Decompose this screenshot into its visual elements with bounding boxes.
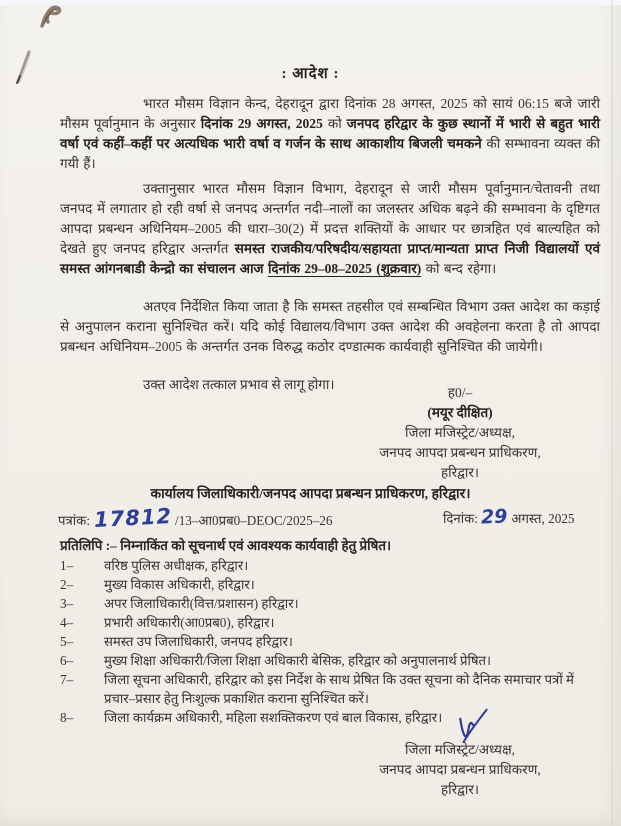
order-paragraph-effective: उक्त आदेश तत्काल प्रभाव से लागू होगा। bbox=[143, 377, 335, 392]
signatory-place: हरिद्वार। bbox=[440, 782, 480, 797]
recipient-text: मुख्य शिक्षा अधिकारी/जिला शिक्षा अधिकारी बेसिक, हरिद्वार को अनुपालनार्थ प्रेषित। bbox=[104, 653, 492, 668]
signatory-name: (मयूर दीक्षित) bbox=[427, 405, 493, 420]
signed-abbreviation: ह0/– bbox=[447, 385, 473, 400]
para1-text: की सम्भावना व्यक्त की गयी हैं। bbox=[60, 136, 600, 171]
order-title: : आदेश : bbox=[281, 66, 340, 82]
date-suffix: अगस्त, 2025 bbox=[511, 511, 575, 526]
letter-number-label: पत्रांक: bbox=[58, 513, 90, 528]
order-paragraph-closure bbox=[60, 179, 600, 279]
recipient-row bbox=[60, 708, 605, 727]
office-heading: कार्यालय जिलाधिकारी/जनपद आपदा प्रबन्धन प्राधिकरण, हरिद्वार। bbox=[150, 486, 471, 501]
handwritten-letter-number: 17812 bbox=[93, 503, 173, 533]
letter-number-line bbox=[58, 503, 333, 533]
recipient-list bbox=[60, 556, 605, 727]
para2-underlined-date: दिनांक 29–08–2025 (शुक्रवार) bbox=[267, 261, 422, 276]
signatory-authority: जनपद आपदा प्रबन्धन प्राधिकरण, bbox=[379, 762, 541, 777]
signatory-authority: जनपद आपदा प्रबन्धन प्राधिकरण, bbox=[379, 445, 541, 460]
scan-edge-line bbox=[611, 0, 613, 826]
recipient-number: 6– bbox=[60, 653, 74, 668]
recipient-number: 2– bbox=[60, 577, 74, 592]
signatory-place: हरिद्वार। bbox=[440, 465, 480, 480]
order-paragraph-forecast bbox=[60, 94, 600, 174]
handwritten-date-day: 29 bbox=[480, 505, 508, 529]
recipient-number: 1– bbox=[60, 558, 74, 573]
recipient-text: मुख्य विकास अधिकारी, हरिद्वार। bbox=[104, 577, 255, 592]
recipient-text: प्रभारी अधिकारी(आ0प्रब0), हरिद्वार। bbox=[104, 615, 275, 630]
recipient-number: 3– bbox=[60, 596, 74, 611]
staple-mark-icon bbox=[36, 2, 68, 30]
signatory-designation: जिला मजिस्ट्रेट/अध्यक्ष, bbox=[404, 425, 515, 440]
recipient-row bbox=[60, 594, 605, 613]
recipient-number: 7– bbox=[60, 672, 74, 687]
recipient-row bbox=[60, 575, 605, 594]
para1-bold-warning: जनपद हरिद्वार के कुछ स्थानों में भारी से बहुत भारी वर्षा एवं कहीं–कहीं पर अत्यधिक भारी वर्षा व गर्जन के साथ आकाशीय बिजली चमकने bbox=[60, 116, 601, 151]
para1-text: को bbox=[322, 116, 347, 131]
recipient-row bbox=[60, 632, 605, 651]
signature-block-signed bbox=[335, 383, 585, 483]
para1-text: भारत मौसम विज्ञान केन्द, देहरादून द्वारा दिनांक 28 अगस्त, 2025 को सायं 06:15 बजे जारी मौसम पूर्वानुमान के अनुसार bbox=[60, 96, 600, 131]
date-label: दिनांक: bbox=[443, 511, 478, 526]
recipient-row bbox=[60, 556, 605, 575]
recipient-row bbox=[60, 670, 605, 708]
recipient-number: 5– bbox=[60, 634, 74, 649]
signatory-designation: जिला मजिस्ट्रेट/अध्यक्ष, bbox=[404, 742, 515, 757]
letter-number-suffix: /13–आ0प्रब0–DEOC/2025–26 bbox=[175, 513, 333, 528]
para2-bold-schools: समस्त राजकीय/परिषदीय/सहायता प्राप्त/मान्यता प्राप्त निजी विद्यालयों एवं समस्त आंगनबाडी केन्द्रो का संचालन आज bbox=[60, 241, 600, 276]
order-paragraph-compliance: अतएव निर्देशित किया जाता है कि समस्त तहसील एवं सम्बन्धित विभाग उक्त आदेश का कड़ाई से अनुपालन कराना सुनिश्चित करें। यदि कोई विद्यालय/विभाग उक्त आदेश की अवहेलना करता है तो आपदा प्रबन्धन अधिनियम–2005 के अन्तर्गत उनक विरुद्ध कठोर दण्डात्मक कार्यवाही सुनिश्चित की जायेगी। bbox=[60, 299, 600, 354]
signature-block-bottom bbox=[335, 740, 585, 800]
para2-text: उक्तानुसार भारत मौसम विज्ञान विभाग, देहरादून से जारी मौसम पूर्वानुमान/चेतावनी तथा जनपद में लगातार हो रही वर्षा से जनपद अन्तर्गत नदी–नालों का जलस्तर अधिक बढ़ने की सम्भावना के दृष्टिगत आपदा प्रबन्धन अधिनियम–2005 की धारा–30(2) में प्रदत्त शक्तियों के आधार पर छात्रहित एवं बाल्यहित को देखते हुए जनपद हरिद्वार अन्तर्गत bbox=[60, 181, 600, 256]
recipient-row bbox=[60, 651, 605, 670]
recipient-row bbox=[60, 613, 605, 632]
para2-text: को बन्द रहेगा। bbox=[421, 261, 497, 276]
recipient-text: वरिष्ठ पुलिस अधीक्षक, हरिद्वार। bbox=[104, 558, 249, 573]
copy-distribution-note: प्रतिलिपि :– निम्नाकिंत को सूचनार्थ एवं आवश्यक कार्यवाही हेतु प्रेषित। bbox=[60, 538, 392, 553]
recipient-number: 8– bbox=[60, 710, 74, 725]
recipient-text: समस्त उप जिलाधिकारी, जनपद हरिद्वार। bbox=[104, 634, 293, 649]
para1-bold-date: दिनांक 29 अगस्त, 2025 bbox=[200, 116, 323, 131]
date-line bbox=[443, 506, 575, 528]
recipient-number: 4– bbox=[60, 615, 74, 630]
recipient-text: जिला कार्यक्रम अधिकारी, महिला सशक्तिकरण एवं बाल विकास, हरिद्वार। bbox=[104, 710, 443, 725]
scan-edge-strip bbox=[0, 0, 621, 5]
recipient-text: जिला सूचना अधिकारी, हरिद्वार को इस निर्देश के साथ प्रेषित कि उक्त सूचना को दैनिक समाचार पत्रों में प्रचार–प्रसार हेतु निःशुल्क प्रकाशित कराना सुनिश्चित करें। bbox=[104, 672, 574, 706]
recipient-text: अपर जिलाधिकारी(वित्त/प्रशासन) हरिद्वार। bbox=[104, 596, 299, 611]
